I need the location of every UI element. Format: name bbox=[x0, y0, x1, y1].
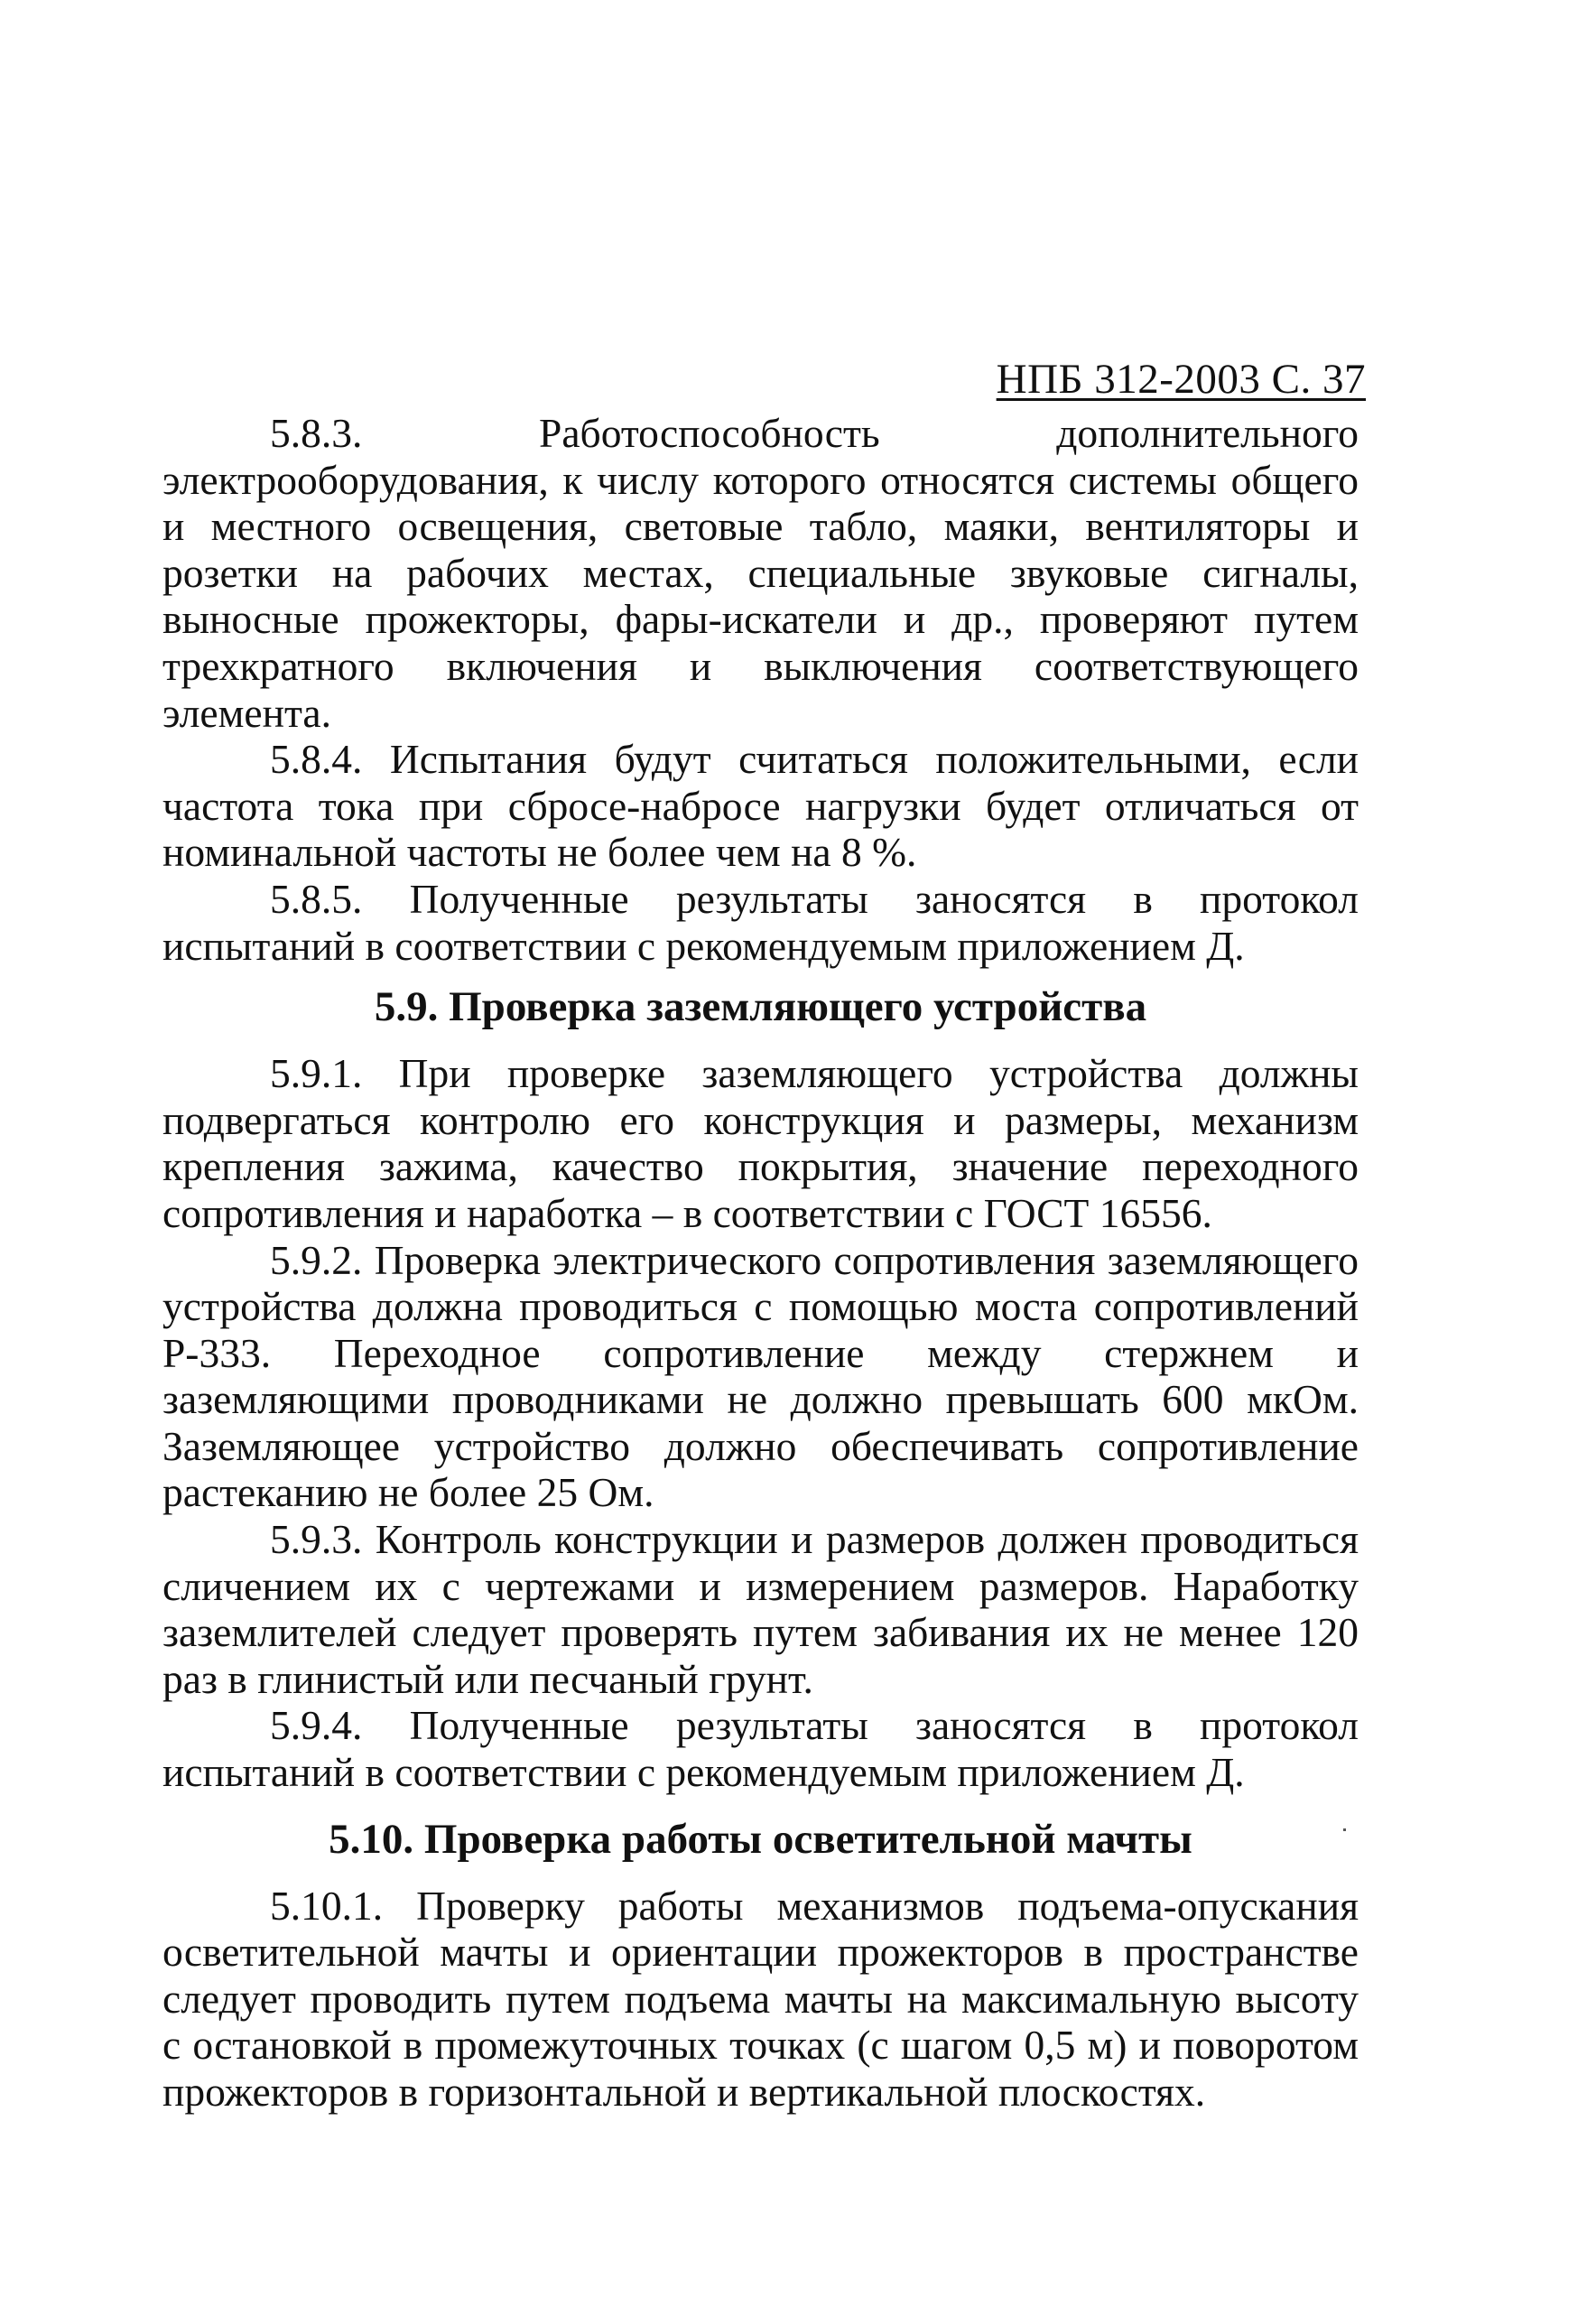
paragraph-5-9-3: 5.9.3. Контроль конструкции и размеров должен проводиться сличением их с чертежами и измерением размеров. Наработку заземлителей следует проверять путем забивания их не менее 120 раз в глинистый или песчаный грунт. bbox=[162, 1516, 1359, 1702]
paragraph-5-9-4: 5.9.4. Полученные результаты заносятся в протокол испытаний в соответствии с рекомендуемым приложением Д. bbox=[162, 1702, 1359, 1796]
paragraph-5-8-3: 5.8.3. Работоспособность дополнительного электрооборудования, к числу которого относятся системы общего и местного освещения, световые табло, маяки, вентиляторы и розетки на рабочих местах, специальные звуковые сигналы, выносные прожекторы, фары-искатели и др., проверяют путем трехкратного включения и выключения соответствующего элемента. bbox=[162, 410, 1359, 736]
document-page bbox=[162, 354, 1366, 2116]
section-heading-5-9: 5.9. Проверка заземляющего устройства bbox=[374, 983, 1147, 1031]
scan-speck bbox=[1343, 1828, 1346, 1831]
paragraph-5-9-1: 5.9.1. При проверке заземляющего устройства должны подвергаться контролю его конструкция и размеры, механизм крепления зажима, качество покрытия, значение переходного сопротивления и наработка – в соответствии с ГОСТ 16556. bbox=[162, 1050, 1359, 1236]
section-heading-5-10: 5.10. Проверка работы осветительной мачты bbox=[329, 1815, 1192, 1863]
paragraph-5-10-1: 5.10.1. Проверку работы механизмов подъема-опускания осветительной мачты и ориентации прожекторов в пространстве следует проводить путем подъема мачты на максимальную высоту с остановкой в промежуточных точках (с шагом 0,5 м) и поворотом прожекторов в горизонтальной и вертикальной плоскостях. bbox=[162, 1882, 1359, 2115]
running-header: НПБ 312-2003 С. 37 bbox=[996, 356, 1366, 403]
paragraph-5-9-2: 5.9.2. Проверка электрического сопротивления заземляющего устройства должна проводиться с помощью моста сопротивлений Р-333. Переходное сопротивление между стержнем и заземляющими проводниками не должно превышать 600 мкОм. Заземляющее устройство должно обеспечивать сопротивление растеканию не более 25 Ом. bbox=[162, 1236, 1359, 1516]
paragraph-5-8-5: 5.8.5. Полученные результаты заносятся в протокол испытаний в соответствии с рекомендуемым приложением Д. bbox=[162, 875, 1359, 969]
paragraph-5-8-4: 5.8.4. Испытания будут считаться положительными, если частота тока при сбросе-набросе нагрузки будет отличаться от номинальной частоты не более чем на 8 %. bbox=[162, 736, 1359, 876]
